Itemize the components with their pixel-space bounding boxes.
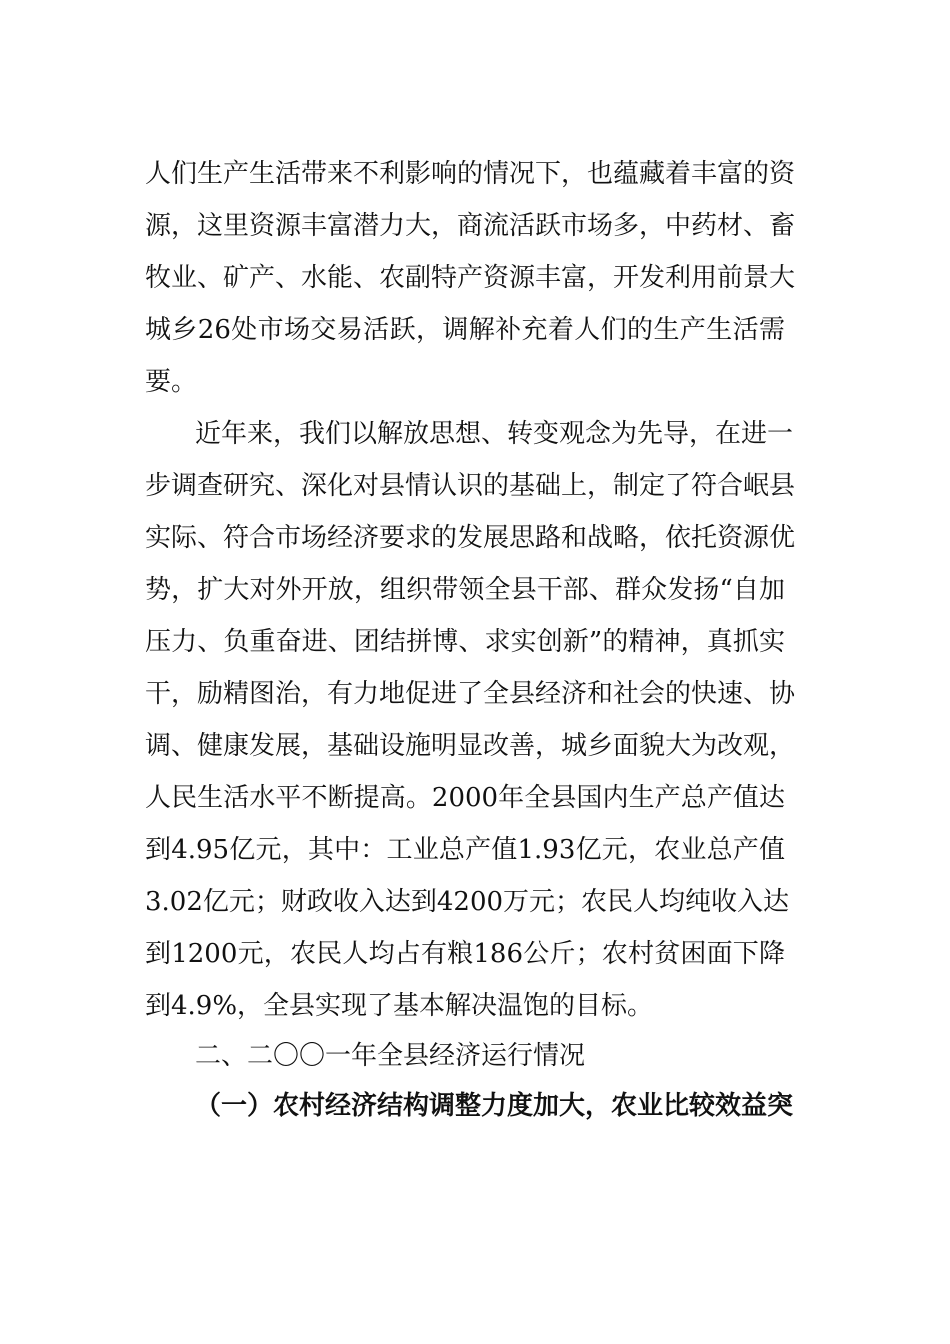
- paragraph-1-line-4: 城乡26处市场交易活跃，调解补充着人们的生产生活需: [145, 315, 785, 345]
- subsection-heading: （一）农村经济结构调整力度加大，农业比较效益突: [195, 1091, 794, 1121]
- paragraph-2-line-2: 步调查研究、深化对县情认识的基础上，制定了符合岷县: [145, 471, 796, 501]
- paragraph-2-line-10: 3.02亿元；财政收入达到4200万元；农民人均纯收入达: [145, 887, 790, 917]
- paragraph-1-line-3: 牧业、矿产、水能、农副特产资源丰富，开发利用前景大: [145, 263, 796, 293]
- section-heading: 二、二〇〇一年全县经济运行情况: [195, 1041, 586, 1071]
- paragraph-2-line-12: 到4.9%，全县实现了基本解决温饱的目标。: [145, 991, 654, 1021]
- paragraph-2-line-1: 近年来，我们以解放思想、转变观念为先导，在进一: [195, 419, 794, 449]
- paragraph-2-line-3: 实际、符合市场经济要求的发展思路和战略，依托资源优: [145, 523, 796, 553]
- paragraph-2-line-11: 到1200元，农民人均占有粮186公斤；农村贫困面下降: [145, 939, 785, 969]
- paragraph-2-line-8: 人民生活水平不断提高。2000年全县国内生产总产值达: [145, 783, 785, 813]
- paragraph-2-line-6: 干，励精图治，有力地促进了全县经济和社会的快速、协: [145, 679, 796, 709]
- paragraph-2-line-4: 势，扩大对外开放，组织带领全县干部、群众发扬“自加: [145, 575, 785, 605]
- paragraph-1-line-5: 要。: [145, 367, 198, 397]
- paragraph-1-line-2: 源，这里资源丰富潜力大，商流活跃市场多，中药材、畜: [145, 211, 796, 241]
- paragraph-2-line-7: 调、健康发展，基础设施明显改善，城乡面貌大为改观，: [145, 731, 796, 761]
- paragraph-1-line-1: 人们生产生活带来不利影响的情况下，也蕴藏着丰富的资: [145, 159, 796, 189]
- paragraph-2-line-9: 到4.95亿元，其中：工业总产值1.93亿元，农业总产值: [145, 835, 785, 865]
- paragraph-2-line-5: 压力、负重奋进、团结拼博、求实创新”的精神，真抓实: [145, 627, 785, 657]
